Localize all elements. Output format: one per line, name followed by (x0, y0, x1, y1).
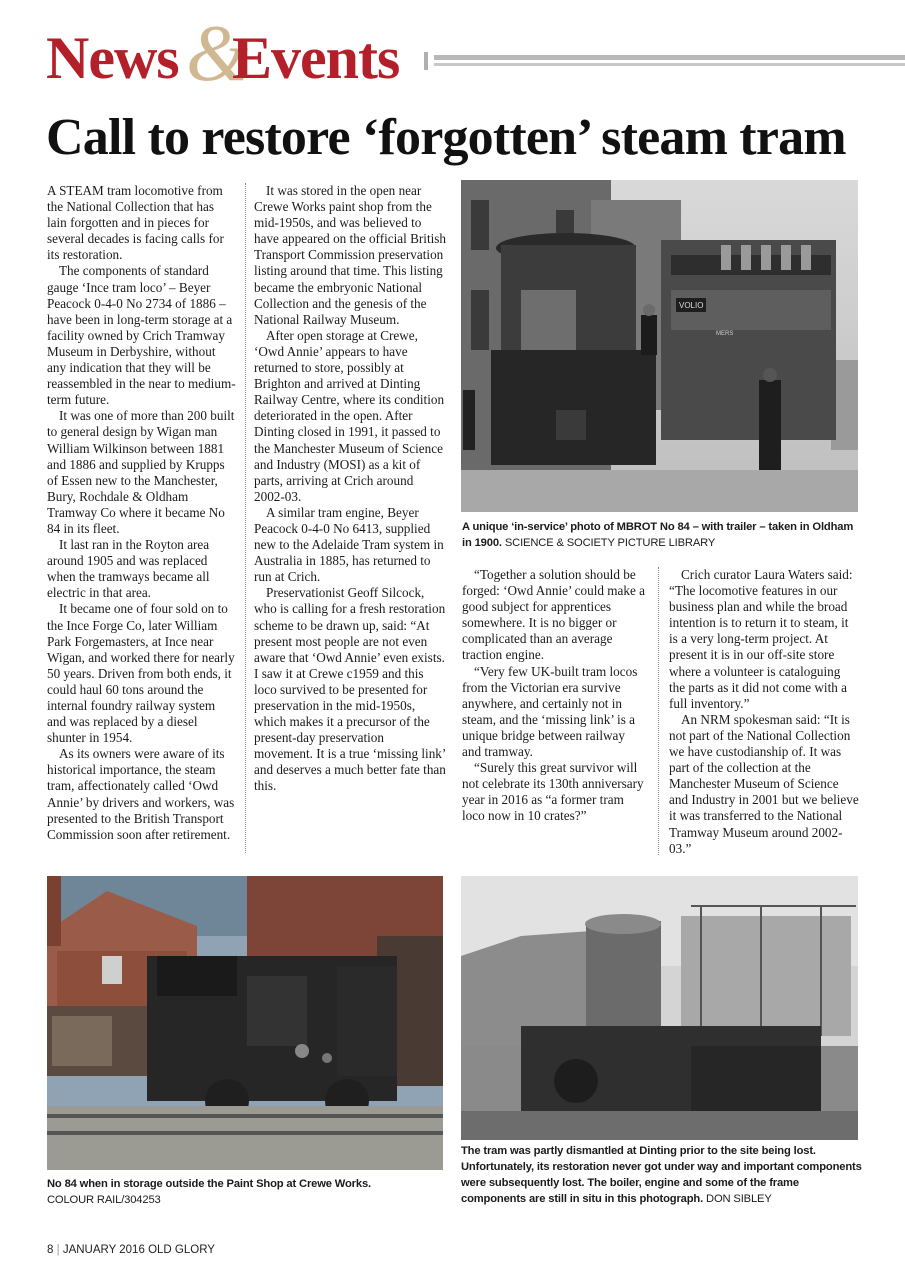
masthead-rule (424, 52, 905, 70)
paragraph: A similar tram engine, Beyer Peacock 0-4-0 No 6413, supplied new to the Adelaide Tram system in Australia in 1885, has returned to run at Crich. (254, 504, 444, 585)
caption-credit: DON SIBLEY (706, 1193, 772, 1205)
article-headline: Call to restore ‘forgotten’ steam tram (46, 109, 846, 166)
page-footer (47, 1244, 215, 1256)
photo-dinting (461, 876, 858, 1140)
masthead-news: News (46, 25, 179, 91)
caption-text: A unique ‘in-service’ photo of MBROT No 84 – with trailer – taken in Oldham in 1900. (462, 521, 854, 549)
column-1 (47, 183, 237, 843)
paragraph: The components of standard gauge ‘Ince tram loco’ – Beyer Peacock 0-4-0 No 2734 of 1886 – have been in long-term storage at a facility owned by Crich Tramway Museum in Derbyshire, without any indication that they will be reassembled in the near to medium-term future. (47, 263, 236, 408)
caption-text: No 84 when in storage outside the Paint Shop at Crewe Works. (47, 1178, 371, 1190)
photo-crewe-works (47, 876, 443, 1170)
photo-sign-text: VOLIO (679, 301, 704, 310)
paragraph: “Very few UK-built tram locos from the Victorian era survive anywhere, and certainly not in steam, and the ‘missing link’ is a unique bridge between railway and tramway. (462, 663, 638, 760)
caption-credit: SCIENCE & SOCIETY PICTURE LIBRARY (504, 537, 716, 549)
photo-sign-text: MERS (716, 331, 734, 337)
caption-photo-dinting (461, 1143, 863, 1207)
column-2 (254, 183, 446, 795)
publication-name: OLD GLORY (148, 1244, 215, 1256)
paragraph: “Surely this great survivor will not celebrate its 130th anniversary year in 2016 as “a former tram loco now in 10 crates?” (462, 760, 644, 824)
paragraph: A STEAM tram locomotive from the National Collection that has lain forgotten and in pieces for several decades is facing calls for its restoration. (47, 183, 224, 263)
column-divider (245, 183, 246, 853)
column-3 (462, 567, 646, 825)
caption-credit: COLOUR RAIL/304253 (47, 1194, 161, 1206)
caption-photo-crewe (47, 1176, 447, 1208)
column-4 (669, 567, 859, 857)
footer-separator: | (56, 1244, 60, 1256)
paragraph: An NRM spokesman said: “It is not part of the National Collection we have custodianship of. It was part of the collection at the Manchester Museum of Science and Industry in 2001 but we believe it was transferred to the National Tramway Museum around 2002-03.” (669, 711, 859, 856)
paragraph: It last ran in the Royton area around 1905 and was replaced when the tramways became all electric in that area. (47, 537, 210, 601)
caption-photo-oldham (462, 519, 862, 551)
paragraph: As its owners were aware of its historical importance, the steam tram, affectionately called ‘Owd Annie’ by drivers and workers, was presented to the British Transport Commission soon after retirement. (47, 746, 235, 842)
paragraph: Crich curator Laura Waters said: “The locomotive features in our business plan and while the broad intention is to return it to steam, it is a very long-term project. At present it is in our off-site store where a volunteer is cataloguing the parts as it did not come with a full inventory.” (669, 567, 853, 711)
caption-text: The tram was partly dismantled at Dinting prior to the site being lost. Unfortunately, its restoration never got under way and important components were subsequently lost. The boiler, engine and some of the frame components are still in situ in this photograph. (461, 1145, 862, 1205)
masthead-events: Events (232, 25, 400, 91)
page-number: 8 (47, 1244, 54, 1256)
paragraph: It was one of more than 200 built to general design by Wigan man William Wilkinson between 1881 and 1886 and supplied by Krupps of Essen new to the Manchester, Bury, Rochdale & Oldham Tramway Co where it became No 84 in its fleet. (47, 408, 235, 536)
masthead-ampersand: & (186, 10, 249, 98)
paragraph: Preservationist Geoff Silcock, who is calling for a fresh restoration scheme to be drawn up, said: “At present most people are not even aware that ‘Owd Annie’ even exists. I saw it at Crewe c1959 and this loco survived to be presented for preservation in the mid-1950s, which makes it a precursor of the present-day preservation movement. It is a true ‘missing link’ and deserves a much better fate than this. (254, 585, 446, 794)
section-masthead (46, 10, 905, 98)
photo-tram-oldham (461, 180, 858, 512)
paragraph: It was stored in the open near Crewe Works paint shop from the mid-1950s, and was believed to have appeared on the official British Transport Commission preservation listing around that time. This listing became the embryonic National Collection and the genesis of the National Railway Museum. (254, 183, 447, 327)
issue-date: JANUARY 2016 (62, 1244, 145, 1256)
paragraph: It became one of four sold on to the Ince Forge Co, later William Park Forgemasters, at Ince near Wigan, and worked there for nearly 50 years. Driven from both ends, it could haul 60 tons around the internal foundry railway system and was replaced by a diesel shunter in 1954. (47, 601, 235, 746)
paragraph: “Together a solution should be forged: ‘Owd Annie’ could make a good subject for apprentices somewhere. It is no bigger or complicated than an average traction engine. (462, 567, 645, 663)
paragraph: After open storage at Crewe, ‘Owd Annie’ appears to have returned to store, possibly at Brighton and arrived at Dinting Railway Centre, where its condition deteriorated in the open. After Dinting closed in 1991, it passed to the Manchester Museum of Science and Industry (MOSI) as a kit of parts, arriving at Crich around 2002-03. (254, 327, 445, 504)
column-divider (658, 567, 659, 855)
